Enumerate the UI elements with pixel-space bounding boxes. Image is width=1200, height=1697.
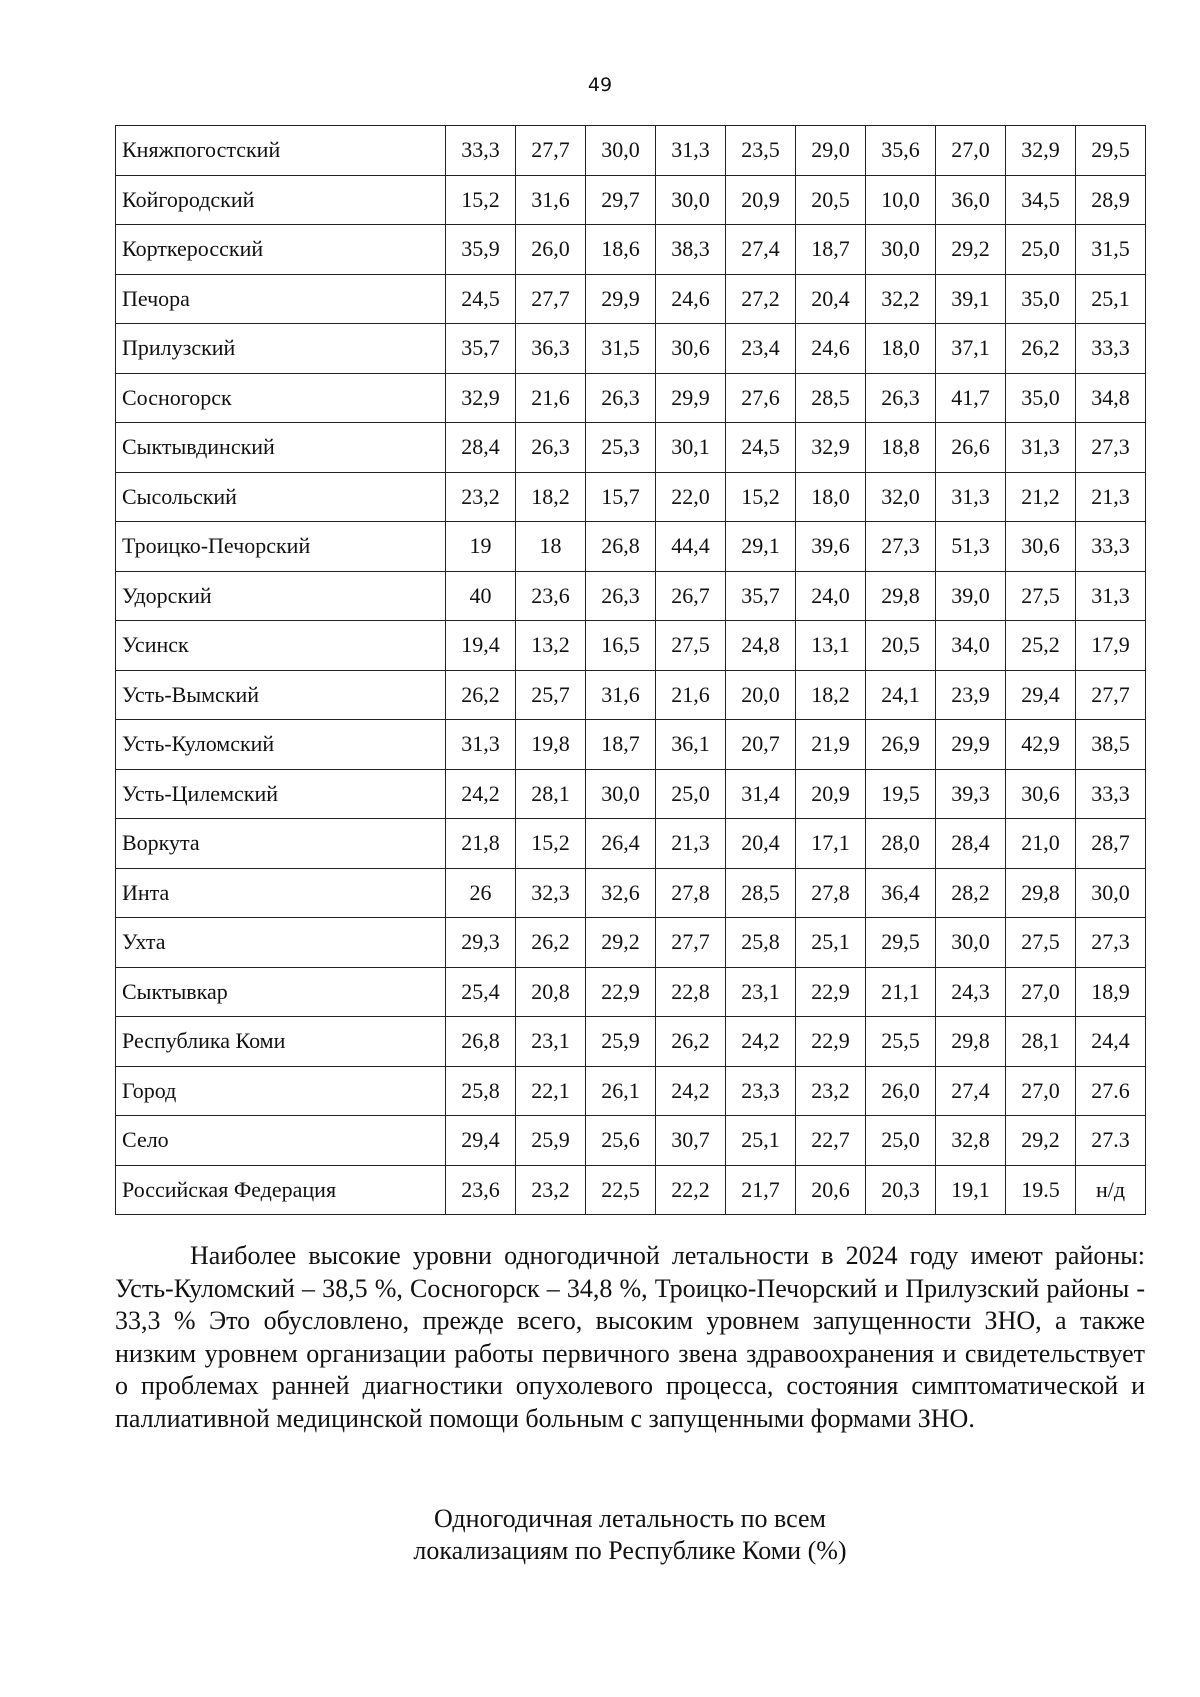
value-cell: 27,0 <box>1006 1066 1076 1116</box>
value-cell: 25,1 <box>726 1116 796 1166</box>
value-cell: 32,2 <box>866 274 936 324</box>
value-cell: 27,0 <box>936 126 1006 176</box>
value-cell: 24,1 <box>866 670 936 720</box>
value-cell: 30,1 <box>656 423 726 473</box>
value-cell: 21,2 <box>1006 472 1076 522</box>
table-row <box>116 769 1146 819</box>
value-cell: 28,1 <box>1006 1017 1076 1067</box>
value-cell: 26,2 <box>516 918 586 968</box>
value-cell: 37,1 <box>936 324 1006 374</box>
value-cell: 22,5 <box>586 1165 656 1215</box>
value-cell: 19,1 <box>936 1165 1006 1215</box>
region-name-cell: Троицко-Печорский <box>116 522 446 572</box>
value-cell: 20,6 <box>796 1165 866 1215</box>
value-cell: 25,5 <box>866 1017 936 1067</box>
value-cell: 40 <box>446 571 516 621</box>
value-cell: 20,4 <box>796 274 866 324</box>
value-cell: 22,7 <box>796 1116 866 1166</box>
value-cell: 32,3 <box>516 868 586 918</box>
page-number: 49 <box>587 74 613 96</box>
value-cell: 21,3 <box>656 819 726 869</box>
value-cell: 18,7 <box>586 720 656 770</box>
value-cell: 17,1 <box>796 819 866 869</box>
value-cell: 25,1 <box>796 918 866 968</box>
value-cell: 32,9 <box>796 423 866 473</box>
value-cell: 10,0 <box>866 175 936 225</box>
value-cell: 24,5 <box>726 423 796 473</box>
region-name-cell: Удорский <box>116 571 446 621</box>
table-row <box>116 720 1146 770</box>
value-cell: 29,2 <box>1006 1116 1076 1166</box>
table-body <box>116 126 1146 1215</box>
value-cell: 26,1 <box>586 1066 656 1116</box>
region-name-cell: Прилузский <box>116 324 446 374</box>
value-cell: 28,4 <box>446 423 516 473</box>
value-cell: 23,1 <box>726 967 796 1017</box>
value-cell: 24,5 <box>446 274 516 324</box>
value-cell: 20,5 <box>866 621 936 671</box>
value-cell: 26,2 <box>656 1017 726 1067</box>
value-cell: 26,7 <box>656 571 726 621</box>
value-cell: 24,2 <box>446 769 516 819</box>
value-cell: 31,4 <box>726 769 796 819</box>
value-cell: 25,4 <box>446 967 516 1017</box>
value-cell: 25,6 <box>586 1116 656 1166</box>
value-cell: 27,5 <box>1006 918 1076 968</box>
value-cell: 29,4 <box>1006 670 1076 720</box>
table-row <box>116 967 1146 1017</box>
value-cell: 23,6 <box>516 571 586 621</box>
value-cell: 32,9 <box>1006 126 1076 176</box>
value-cell: 27,3 <box>866 522 936 572</box>
value-cell: 29,0 <box>796 126 866 176</box>
value-cell: 26,3 <box>866 373 936 423</box>
value-cell: н/д <box>1076 1165 1146 1215</box>
value-cell: 30,0 <box>936 918 1006 968</box>
table-row <box>116 324 1146 374</box>
region-name-cell: Усинск <box>116 621 446 671</box>
value-cell: 30,0 <box>586 769 656 819</box>
value-cell: 27,7 <box>516 274 586 324</box>
value-cell: 26,0 <box>516 225 586 275</box>
value-cell: 35,7 <box>726 571 796 621</box>
value-cell: 27,8 <box>796 868 866 918</box>
value-cell: 23,2 <box>516 1165 586 1215</box>
value-cell: 32,6 <box>586 868 656 918</box>
value-cell: 29,7 <box>586 175 656 225</box>
value-cell: 24,6 <box>656 274 726 324</box>
value-cell: 18,0 <box>796 472 866 522</box>
value-cell: 15,2 <box>726 472 796 522</box>
table-row <box>116 571 1146 621</box>
value-cell: 27,5 <box>1006 571 1076 621</box>
value-cell: 26,9 <box>866 720 936 770</box>
value-cell: 30,6 <box>1006 522 1076 572</box>
value-cell: 23,9 <box>936 670 1006 720</box>
value-cell: 18,2 <box>796 670 866 720</box>
value-cell: 28,2 <box>936 868 1006 918</box>
value-cell: 24,8 <box>726 621 796 671</box>
value-cell: 31,3 <box>656 126 726 176</box>
value-cell: 25,2 <box>1006 621 1076 671</box>
value-cell: 13,2 <box>516 621 586 671</box>
value-cell: 39,0 <box>936 571 1006 621</box>
value-cell: 25,3 <box>586 423 656 473</box>
value-cell: 26,6 <box>936 423 1006 473</box>
value-cell: 30,0 <box>586 126 656 176</box>
value-cell: 21,6 <box>516 373 586 423</box>
value-cell: 27.3 <box>1076 1116 1146 1166</box>
figure-caption <box>0 1503 1200 1567</box>
value-cell: 25,0 <box>656 769 726 819</box>
value-cell: 42,9 <box>1006 720 1076 770</box>
region-name-cell: Сыктывкар <box>116 967 446 1017</box>
value-cell: 24,0 <box>796 571 866 621</box>
region-name-cell: Усть-Вымский <box>116 670 446 720</box>
value-cell: 32,9 <box>446 373 516 423</box>
value-cell: 28,5 <box>796 373 866 423</box>
value-cell: 38,5 <box>1076 720 1146 770</box>
value-cell: 22,8 <box>656 967 726 1017</box>
value-cell: 34,0 <box>936 621 1006 671</box>
value-cell: 28,4 <box>936 819 1006 869</box>
value-cell: 25,9 <box>516 1116 586 1166</box>
value-cell: 31,3 <box>936 472 1006 522</box>
value-cell: 24,2 <box>656 1066 726 1116</box>
value-cell: 21,1 <box>866 967 936 1017</box>
value-cell: 36,1 <box>656 720 726 770</box>
region-name-cell: Княжпогостский <box>116 126 446 176</box>
value-cell: 34,8 <box>1076 373 1146 423</box>
value-cell: 41,7 <box>936 373 1006 423</box>
region-name-cell: Сыктывдинский <box>116 423 446 473</box>
value-cell: 36,3 <box>516 324 586 374</box>
value-cell: 18 <box>516 522 586 572</box>
value-cell: 29,5 <box>866 918 936 968</box>
value-cell: 29,9 <box>586 274 656 324</box>
value-cell: 24,2 <box>726 1017 796 1067</box>
value-cell: 28,5 <box>726 868 796 918</box>
value-cell: 18,9 <box>1076 967 1146 1017</box>
table-row <box>116 373 1146 423</box>
value-cell: 29,5 <box>1076 126 1146 176</box>
value-cell: 33,3 <box>446 126 516 176</box>
value-cell: 29,8 <box>936 1017 1006 1067</box>
value-cell: 22,9 <box>796 1017 866 1067</box>
value-cell: 33,3 <box>1076 324 1146 374</box>
region-name-cell: Инта <box>116 868 446 918</box>
value-cell: 26,2 <box>1006 324 1076 374</box>
value-cell: 39,3 <box>936 769 1006 819</box>
value-cell: 31,3 <box>1006 423 1076 473</box>
value-cell: 29,8 <box>1006 868 1076 918</box>
value-cell: 29,8 <box>866 571 936 621</box>
table-row <box>116 868 1146 918</box>
value-cell: 39,6 <box>796 522 866 572</box>
value-cell: 28,0 <box>866 819 936 869</box>
value-cell: 18,8 <box>866 423 936 473</box>
value-cell: 22,2 <box>656 1165 726 1215</box>
table-row <box>116 1116 1146 1166</box>
value-cell: 15,2 <box>446 175 516 225</box>
value-cell: 27,7 <box>1076 670 1146 720</box>
value-cell: 23,1 <box>516 1017 586 1067</box>
value-cell: 26,3 <box>586 373 656 423</box>
value-cell: 27,7 <box>516 126 586 176</box>
value-cell: 44,4 <box>656 522 726 572</box>
table-row <box>116 522 1146 572</box>
value-cell: 19,4 <box>446 621 516 671</box>
value-cell: 30,6 <box>656 324 726 374</box>
value-cell: 27,4 <box>726 225 796 275</box>
value-cell: 29,3 <box>446 918 516 968</box>
region-name-cell: Усть-Куломский <box>116 720 446 770</box>
value-cell: 23,2 <box>446 472 516 522</box>
value-cell: 26,8 <box>586 522 656 572</box>
value-cell: 29,1 <box>726 522 796 572</box>
value-cell: 20,8 <box>516 967 586 1017</box>
table-row <box>116 175 1146 225</box>
value-cell: 31,6 <box>516 175 586 225</box>
value-cell: 22,9 <box>796 967 866 1017</box>
table-row <box>116 225 1146 275</box>
value-cell: 32,0 <box>866 472 936 522</box>
region-name-cell: Койгородский <box>116 175 446 225</box>
value-cell: 33,3 <box>1076 522 1146 572</box>
value-cell: 39,1 <box>936 274 1006 324</box>
value-cell: 18,2 <box>516 472 586 522</box>
value-cell: 38,3 <box>656 225 726 275</box>
value-cell: 21,0 <box>1006 819 1076 869</box>
value-cell: 31,5 <box>586 324 656 374</box>
region-name-cell: Печора <box>116 274 446 324</box>
caption-line-1: Одногодичная летальность по всем <box>434 1504 826 1533</box>
value-cell: 24,3 <box>936 967 1006 1017</box>
value-cell: 31,3 <box>1076 571 1146 621</box>
value-cell: 26,3 <box>586 571 656 621</box>
value-cell: 21,7 <box>726 1165 796 1215</box>
value-cell: 19,8 <box>516 720 586 770</box>
value-cell: 30,6 <box>1006 769 1076 819</box>
value-cell: 27,8 <box>656 868 726 918</box>
value-cell: 26,0 <box>866 1066 936 1116</box>
value-cell: 28,9 <box>1076 175 1146 225</box>
value-cell: 15,2 <box>516 819 586 869</box>
value-cell: 20,3 <box>866 1165 936 1215</box>
value-cell: 19,5 <box>866 769 936 819</box>
value-cell: 29,4 <box>446 1116 516 1166</box>
value-cell: 29,9 <box>936 720 1006 770</box>
value-cell: 20,4 <box>726 819 796 869</box>
body-paragraph: Наиболее высокие уровни одногодичной летальности в 2024 году имеют районы: Усть-Куломский – 38,5 %, Сосногорск – 34,8 %, Троицко-Печорский и Прилузский районы - 33,3 % Это обусловлено, прежде всего, высоким уровнем запущенности ЗНО, а также низким уровнем организации работы первичного звена здравоохранения и свидетельствует о проблемах ранней диагностики опухолевого процесса, состояния симптоматической и паллиативной медицинской помощи больным с запущенными формами ЗНО. <box>115 1241 1145 1433</box>
value-cell: 24,4 <box>1076 1017 1146 1067</box>
table-row <box>116 621 1146 671</box>
region-name-cell: Воркута <box>116 819 446 869</box>
value-cell: 27,7 <box>656 918 726 968</box>
value-cell: 26,4 <box>586 819 656 869</box>
value-cell: 17,9 <box>1076 621 1146 671</box>
value-cell: 23,6 <box>446 1165 516 1215</box>
value-cell: 16,5 <box>586 621 656 671</box>
value-cell: 20,9 <box>726 175 796 225</box>
value-cell: 19.5 <box>1006 1165 1076 1215</box>
value-cell: 20,5 <box>796 175 866 225</box>
value-cell: 26,3 <box>516 423 586 473</box>
value-cell: 33,3 <box>1076 769 1146 819</box>
value-cell: 26,2 <box>446 670 516 720</box>
value-cell: 25,8 <box>726 918 796 968</box>
value-cell: 29,2 <box>936 225 1006 275</box>
value-cell: 31,6 <box>586 670 656 720</box>
value-cell: 51,3 <box>936 522 1006 572</box>
value-cell: 19 <box>446 522 516 572</box>
value-cell: 25,9 <box>586 1017 656 1067</box>
value-cell: 27,3 <box>1076 423 1146 473</box>
value-cell: 20,9 <box>796 769 866 819</box>
value-cell: 27,3 <box>1076 918 1146 968</box>
value-cell: 21,3 <box>1076 472 1146 522</box>
value-cell: 24,6 <box>796 324 866 374</box>
value-cell: 23,5 <box>726 126 796 176</box>
table-row <box>116 918 1146 968</box>
value-cell: 22,1 <box>516 1066 586 1116</box>
value-cell: 28,7 <box>1076 819 1146 869</box>
value-cell: 30,0 <box>866 225 936 275</box>
value-cell: 29,9 <box>656 373 726 423</box>
table-row <box>116 274 1146 324</box>
region-name-cell: Ухта <box>116 918 446 968</box>
value-cell: 31,5 <box>1076 225 1146 275</box>
value-cell: 21,8 <box>446 819 516 869</box>
table-row <box>116 1066 1146 1116</box>
region-name-cell: Республика Коми <box>116 1017 446 1067</box>
value-cell: 25,1 <box>1076 274 1146 324</box>
value-cell: 27,6 <box>726 373 796 423</box>
value-cell: 15,7 <box>586 472 656 522</box>
value-cell: 25,0 <box>866 1116 936 1166</box>
table-row <box>116 126 1146 176</box>
value-cell: 31,3 <box>446 720 516 770</box>
value-cell: 25,0 <box>1006 225 1076 275</box>
value-cell: 29,2 <box>586 918 656 968</box>
value-cell: 35,0 <box>1006 373 1076 423</box>
table-row <box>116 423 1146 473</box>
value-cell: 20,0 <box>726 670 796 720</box>
region-name-cell: Сысольский <box>116 472 446 522</box>
table-row <box>116 1017 1146 1067</box>
region-name-cell: Город <box>116 1066 446 1116</box>
value-cell: 30,0 <box>1076 868 1146 918</box>
value-cell: 30,0 <box>656 175 726 225</box>
lethality-table <box>115 125 1146 1215</box>
value-cell: 35,0 <box>1006 274 1076 324</box>
value-cell: 23,4 <box>726 324 796 374</box>
value-cell: 27,4 <box>936 1066 1006 1116</box>
value-cell: 28,1 <box>516 769 586 819</box>
value-cell: 25,8 <box>446 1066 516 1116</box>
value-cell: 21,6 <box>656 670 726 720</box>
caption-line-2: локализациям по Республике Коми (%) <box>413 1536 847 1565</box>
table-row <box>116 670 1146 720</box>
value-cell: 26,8 <box>446 1017 516 1067</box>
value-cell: 36,4 <box>866 868 936 918</box>
region-name-cell: Усть-Цилемский <box>116 769 446 819</box>
value-cell: 35,6 <box>866 126 936 176</box>
table-row <box>116 1165 1146 1215</box>
region-name-cell: Корткеросский <box>116 225 446 275</box>
value-cell: 18,0 <box>866 324 936 374</box>
table-row <box>116 472 1146 522</box>
region-name-cell: Сосногорск <box>116 373 446 423</box>
value-cell: 30,7 <box>656 1116 726 1166</box>
table-row <box>116 819 1146 869</box>
value-cell: 27,5 <box>656 621 726 671</box>
region-name-cell: Российская Федерация <box>116 1165 446 1215</box>
value-cell: 32,8 <box>936 1116 1006 1166</box>
value-cell: 34,5 <box>1006 175 1076 225</box>
region-name-cell: Село <box>116 1116 446 1166</box>
value-cell: 36,0 <box>936 175 1006 225</box>
value-cell: 27.6 <box>1076 1066 1146 1116</box>
value-cell: 27,0 <box>1006 967 1076 1017</box>
value-cell: 13,1 <box>796 621 866 671</box>
value-cell: 23,2 <box>796 1066 866 1116</box>
value-cell: 23,3 <box>726 1066 796 1116</box>
value-cell: 35,9 <box>446 225 516 275</box>
value-cell: 22,9 <box>586 967 656 1017</box>
value-cell: 18,7 <box>796 225 866 275</box>
value-cell: 21,9 <box>796 720 866 770</box>
value-cell: 26 <box>446 868 516 918</box>
value-cell: 18,6 <box>586 225 656 275</box>
value-cell: 20,7 <box>726 720 796 770</box>
value-cell: 22,0 <box>656 472 726 522</box>
value-cell: 35,7 <box>446 324 516 374</box>
value-cell: 27,2 <box>726 274 796 324</box>
value-cell: 25,7 <box>516 670 586 720</box>
